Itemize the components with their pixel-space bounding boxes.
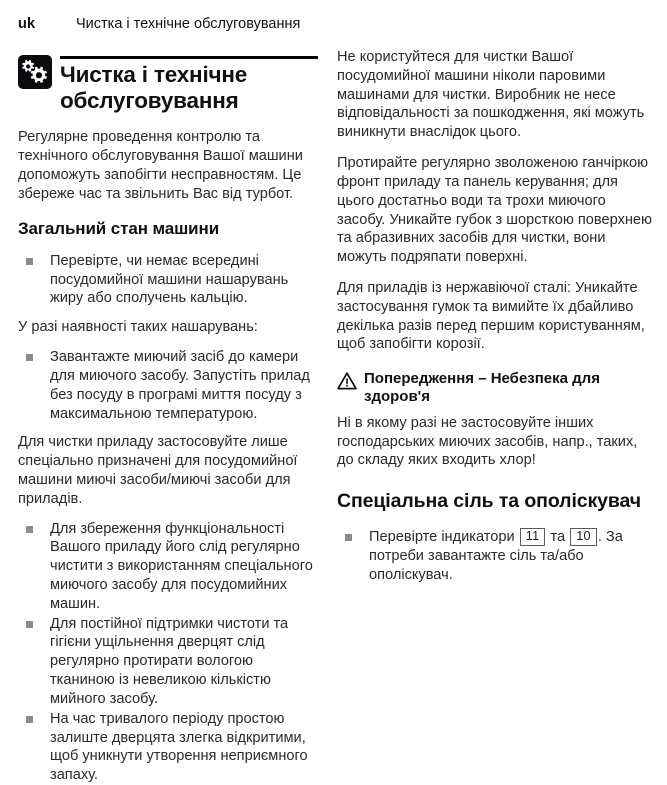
bullet-text-middle: та: [550, 528, 566, 545]
section-heading-general-condition: Загальний стан машини: [18, 219, 220, 239]
list-item: Перевірте, чи немає всередині посудомийної машини нашарувань жиру або сполучень кальцію.: [18, 252, 317, 308]
reference-number-badge-10: 10: [570, 528, 597, 546]
warning-title: Попередження – Небезпека для здоров'я: [364, 370, 600, 406]
chapter-title-wrap: [60, 52, 318, 114]
note-paragraph-1: У разі наявності таких нашарувань:: [18, 319, 258, 336]
language-code: uk: [18, 16, 36, 32]
list-item: Для збереження функціональності Вашого приладу його слід регулярно чистити з використанням спеціального миючого засобу для посудомийних машин.: [18, 520, 317, 614]
bullet-list-3: [18, 520, 317, 785]
right-column: [333, 48, 666, 756]
running-header-chapter: Чистка і технічне обслуговування: [76, 16, 301, 32]
intro-paragraph: Регулярне проведення контролю та технічного обслуговування Вашої машини допоможуть запобігти несправностям. Це збереже час та звільнить Вас від турбот.: [18, 129, 303, 202]
right-paragraph-2: Протирайте регулярно зволоженою ганчіркою фронт приладу та панель керування; для цього достатньо води та трохи миючого засобу. Уникайте губок з шорсткою поверхнею та абразивних засобів для чистки, вони можуть подряпати поверхні.: [337, 155, 652, 266]
bullet-list-2: [18, 348, 317, 423]
right-paragraph-1: Не користуйтеся для чистки Вашої посудомийної машини ніколи паровими машинами для чистки. Виробник не несе відповідальності за пошкодження, які можуть виникнути внаслідок цього.: [337, 49, 645, 141]
bullet-text-suffix: . За потреби завантажте сіль та/або ополіскувач.: [369, 528, 623, 583]
page-title: Чистка і технічне обслуговування: [60, 62, 248, 114]
bullet-list-salt: [337, 528, 652, 585]
list-item: Для постійної підтримки чистоти та гігієни ущільнення дверцят слід регулярно протирати вологою тканиною із невеликою кількістю мийного засобу.: [18, 615, 317, 709]
list-item: [337, 528, 652, 585]
chapter-title-block: [18, 52, 317, 114]
left-column: [0, 48, 333, 784]
bullet-list-1: [18, 252, 317, 308]
section-heading-special-salt: Спеціальна сіль та ополіскувач: [337, 490, 642, 513]
warning-heading: [337, 370, 652, 407]
running-header: [18, 16, 649, 38]
list-item: Завантажте миючий засіб до камери для миючого засобу. Запустіть прилад без посуду в програмі миття посуду з максимальною температурою.: [18, 348, 317, 423]
title-rule: [60, 56, 318, 59]
body-columns: [0, 48, 667, 784]
list-item: На час тривалого періоду простою залиште дверцята злегка відкритими, щоб уникнути утворення неприємного запаху.: [18, 710, 317, 785]
warning-triangle-icon: [337, 372, 357, 390]
right-paragraph-3: Для приладів із нержавіючої сталі: Уникайте застосування гумок та вимийте їх дбайливо декілька разів перед першим користуванням, щоб запобігти корозії.: [337, 279, 645, 353]
note-paragraph-2: Для чистки приладу застосовуйте лише спеціально призначені для посудомийної машини миючі засоби/миючі засоби для приладів.: [18, 434, 298, 507]
gears-icon: [18, 55, 52, 89]
reference-number-badge-11: 11: [520, 528, 546, 546]
bullet-text-prefix: Перевірте індикатори: [369, 528, 515, 545]
warning-text: Ні в якому разі не застосовуйте інших господарських миючих засобів, напр., таких, до складу яких входить хлор!: [337, 414, 638, 469]
